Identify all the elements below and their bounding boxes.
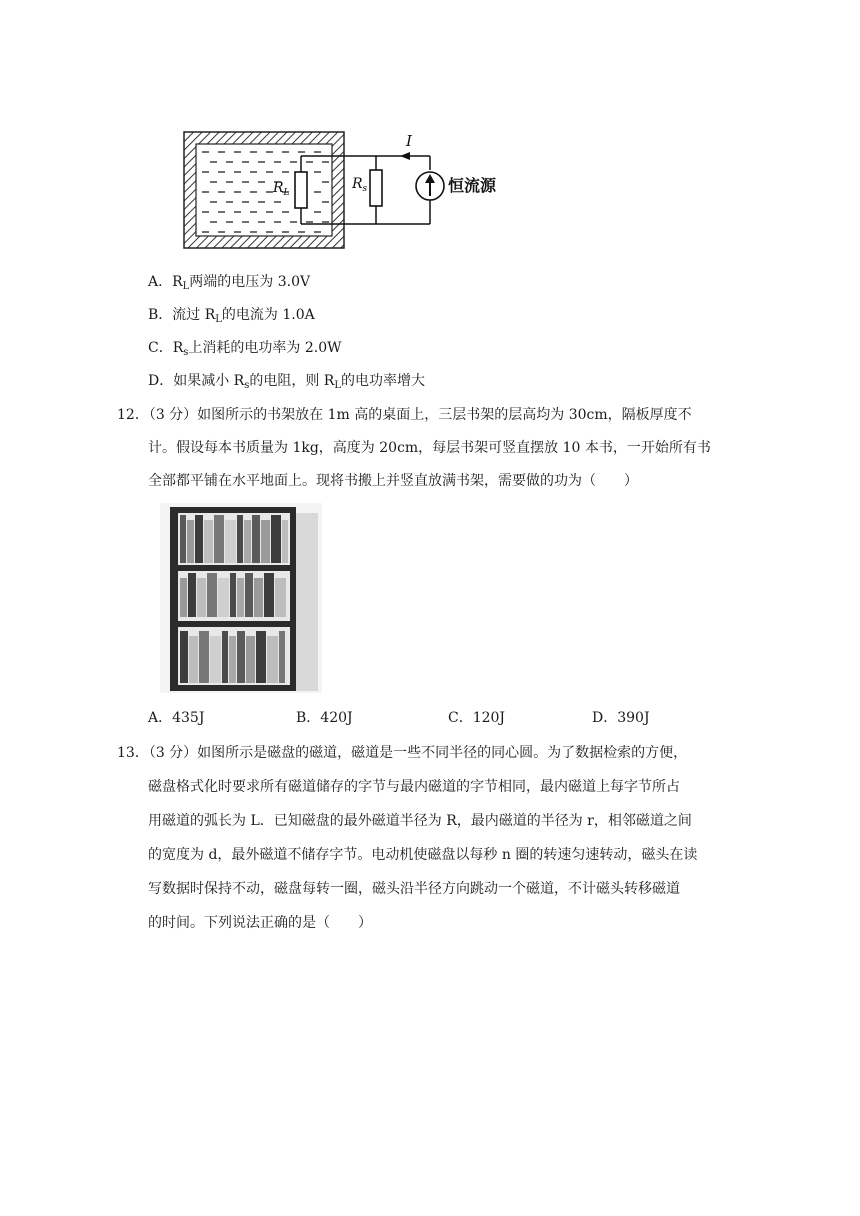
q11-option-a: A．$R_L$两端的电压为 3.0V xyxy=(148,274,311,292)
book-spine xyxy=(245,573,253,617)
book-spine xyxy=(246,636,255,683)
book-spine xyxy=(218,578,229,617)
book-spine xyxy=(229,636,236,683)
book-spine xyxy=(204,520,213,563)
book-spine xyxy=(180,578,187,617)
q13-line-3: 用磁道的弧长为 L．已知磁盘的最外磁道半径为 R，最内磁道的半径为 r，相邻磁道之间 xyxy=(148,813,692,829)
book-spine xyxy=(237,578,244,617)
book-spine xyxy=(180,631,188,683)
current-label: I xyxy=(406,132,412,150)
q12-option-a: A．435J xyxy=(148,710,205,726)
q12-line-2: 计。假设每本书质量为 1kg，高度为 20cm，每层书架可竖直摆放 10 本书，一开始所有书 xyxy=(148,440,711,456)
book-spine xyxy=(199,631,209,683)
q13-line-1: 13．（3 分）如图所示是磁盘的磁道，磁道是一些不同半径的同心圆。为了数据检索的方便， xyxy=(117,745,688,761)
current-arrow-icon xyxy=(400,152,410,160)
q13-line-5: 写数据时保持不动，磁盘每转一圈，磁头沿半径方向跳动一个磁道，不计磁头转移磁道 xyxy=(148,881,680,897)
book-spine xyxy=(187,520,194,563)
book-spine xyxy=(225,520,236,563)
source-label: 恒流源 xyxy=(448,176,497,195)
book-spine xyxy=(244,520,251,563)
book-spine xyxy=(189,636,198,683)
circuit-figure xyxy=(180,128,540,252)
book-spine xyxy=(197,578,206,617)
rs-label: $R_s$ xyxy=(352,176,368,194)
book-spine xyxy=(195,515,203,563)
books-shelf-3 xyxy=(180,631,285,683)
q11-option-b: B．流过 $R_L$的电流为 1.0A xyxy=(148,307,315,325)
book-spine xyxy=(180,515,186,563)
book-spine xyxy=(222,631,228,683)
book-spine xyxy=(271,515,281,563)
rl-resistor xyxy=(295,172,307,208)
q12-option-c: C．120J xyxy=(448,710,506,726)
q13-line-6: 的时间。下列说法正确的是（ ） xyxy=(148,915,372,931)
book-spine xyxy=(282,520,288,563)
book-spine xyxy=(230,573,236,617)
book-spine xyxy=(237,631,245,683)
q11-option-c: C．$R_s$上消耗的电功率为 2.0W xyxy=(148,340,342,358)
book-spine xyxy=(207,573,217,617)
q11-option-d: D．如果减小 $R_s$的电阻，则 $R_L$的电功率增大 xyxy=(148,373,425,391)
rs-resistor xyxy=(370,170,382,206)
q12-option-d: D．390J xyxy=(592,710,650,726)
book-spine xyxy=(214,515,224,563)
book-spine xyxy=(188,573,196,617)
book-spine xyxy=(264,573,274,617)
q13-line-2: 磁盘格式化时要求所有磁道储存的字节与最内磁道的字节相同，最内磁道上每字节所占 xyxy=(148,779,680,795)
book-spine xyxy=(210,636,221,683)
books-shelf-1 xyxy=(180,515,288,563)
book-spine xyxy=(275,578,286,617)
book-spine xyxy=(256,631,266,683)
book-spine xyxy=(252,515,260,563)
q12-line-1: 12．（3 分）如图所示的书架放在 1m 高的桌面上，三层书架的层高均为 30cm，隔板厚度不 xyxy=(117,407,692,423)
books-shelf-2 xyxy=(180,573,286,617)
q12-option-b: B．420J xyxy=(296,710,353,726)
book-spine xyxy=(237,515,243,563)
book-spine xyxy=(261,520,270,563)
rl-label: $R_L$ xyxy=(273,180,290,198)
q12-line-3: 全部都平铺在水平地面上。现将书搬上并竖直放满书架，需要做的功为（ ） xyxy=(148,473,638,489)
bookshelf-photo xyxy=(160,503,322,693)
book-spine xyxy=(279,631,285,683)
book-spine xyxy=(254,578,263,617)
q13-line-4: 的宽度为 d，最外磁道不储存字节。电动机使磁盘以每秒 n 圈的转速匀速转动，磁头在读 xyxy=(148,847,698,863)
book-spine xyxy=(267,636,278,683)
